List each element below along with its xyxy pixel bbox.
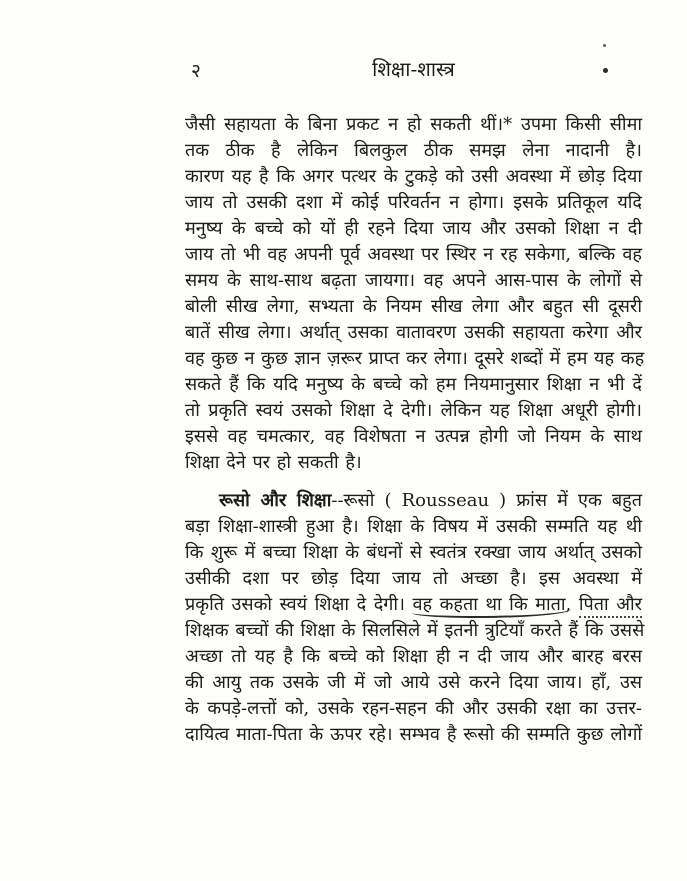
text-segment: मनुष्य के बच्चे को यों ही रहने दिया जाय और उसको शिक्षा न दी (185, 218, 642, 239)
text-line (185, 566, 642, 592)
ink-speck (603, 44, 606, 47)
text-line (185, 268, 642, 294)
text-line (185, 164, 642, 190)
text-segment: बोली सीख लेगा, सभ्यता के नियम सीख लेगा और बहुत सी दूसरी (185, 296, 642, 317)
text-segment: जैसी सहायता के बिना प्रकट न हो सकती थीं।* उपमा किसी सीमा (185, 114, 642, 135)
paragraph (185, 112, 645, 476)
text-line (185, 540, 642, 566)
text-line (185, 242, 642, 268)
text-line (185, 372, 642, 398)
text-segment: शिक्षक बच्चों की शिक्षा के सिलसिले में इतनी त्रुटियाँ करते हैं कि उससे (185, 620, 645, 641)
text-segment: सकते हैं कि यदि मनुष्य के बच्चे को हम नियमानुसार शिक्षा न भी दें (185, 374, 642, 395)
text-line (185, 722, 642, 748)
text-line (185, 592, 642, 618)
text-line (185, 398, 642, 424)
text-line (185, 112, 642, 138)
text-line (185, 424, 642, 450)
paragraph (185, 488, 645, 748)
text-segment: दायित्व माता-पिता के ऊपर रहे। सम्भव है रूसो की सम्मति कुछ लोगों (185, 724, 642, 745)
text-segment: जाय तो उसकी दशा में कोई परिवर्तन न होगा। इसके प्रतिकूल यदि (185, 192, 642, 213)
underlined-phrase: वह कहता था कि माता, (412, 594, 571, 618)
text-segment: की आयु तक उसके जी में जो आये उसे करने दिया जाय। हाँ, उस (185, 672, 642, 693)
text-segment: शिक्षा देने पर हो सकती है। (185, 452, 362, 473)
text-line (185, 138, 642, 164)
text-segment: कारण यह है कि अगर पत्थर के टुकड़े को उसी अवस्था में छोड़ दिया (185, 166, 642, 187)
text-segment: इससे वह चमत्कार, वह विशेषता न उत्पन्न होगी जो नियम के साथ (185, 426, 642, 447)
text-line (185, 696, 642, 722)
text-segment: के कपड़े-लत्तों को, उसके रहन-सहन की और उसकी रक्षा का उत्तर- (185, 698, 642, 719)
text-segment: प्रकृति उसको स्वयं शिक्षा दे देगी। (185, 594, 413, 615)
text-line (185, 670, 642, 696)
page-text-body (185, 112, 645, 748)
text-segment: समय के साथ-साथ बढ़ता जायगा। वह अपने आस-पास के लोगों से (185, 270, 642, 291)
text-segment: अच्छा तो यह है कि बच्चे को शिक्षा ही न दी जाय और बारह बरस (185, 646, 642, 667)
text-line (185, 190, 642, 216)
text-line (185, 320, 642, 346)
text-line (185, 644, 642, 670)
text-line (185, 450, 642, 476)
text-line (185, 618, 645, 644)
text-segment: बड़ा शिक्षा-शास्त्री हुआ है। शिक्षा के विषय में उसकी सम्मति यह थी (185, 516, 642, 537)
page-header (185, 55, 642, 85)
text-segment (571, 594, 579, 615)
text-line (185, 346, 645, 372)
text-line (185, 514, 642, 540)
text-segment: वह कुछ न कुछ ज्ञान ज़रूर प्राप्त कर लेगा। दूसरे शब्दों में हम यह कह (185, 348, 645, 369)
text-line (185, 488, 642, 514)
text-segment: कि शुरू में बच्चा शिक्षा के बंधनों से स्वतंत्र रक्खा जाय अर्थात् उसको (185, 542, 642, 563)
text-line (185, 216, 642, 242)
text-segment: बातें सीख लेगा। अर्थात् उसका वातावरण उसकी सहायता करेगा और (185, 322, 642, 343)
underlined-phrase: पिता और (579, 594, 642, 618)
ink-speck (603, 68, 608, 73)
text-line (185, 294, 642, 320)
running-title: शिक्षा-शास्त्र (372, 57, 455, 81)
text-segment: तो प्रकृति स्वयं उसको शिक्षा दे देगी। लेकिन यह शिक्षा अधूरी होगी। (185, 400, 642, 421)
text-segment: उसीकी दशा पर छोड़ दिया जाय तो अच्छा है। इस अवस्था में (185, 568, 642, 589)
run-in-heading: रूसो और शिक्षा (219, 490, 332, 511)
text-segment: --रूसो ( Rousseau ) फ्रांस में एक बहुत (331, 490, 642, 511)
text-segment: तक ठीक है लेकिन बिलकुल ठीक समझ लेना नादानी है। (185, 140, 642, 161)
text-segment: जाय तो भी वह अपनी पूर्व अवस्था पर स्थिर न रह सकेगा, बल्कि वह (185, 244, 642, 265)
page-number: २ (191, 60, 202, 82)
